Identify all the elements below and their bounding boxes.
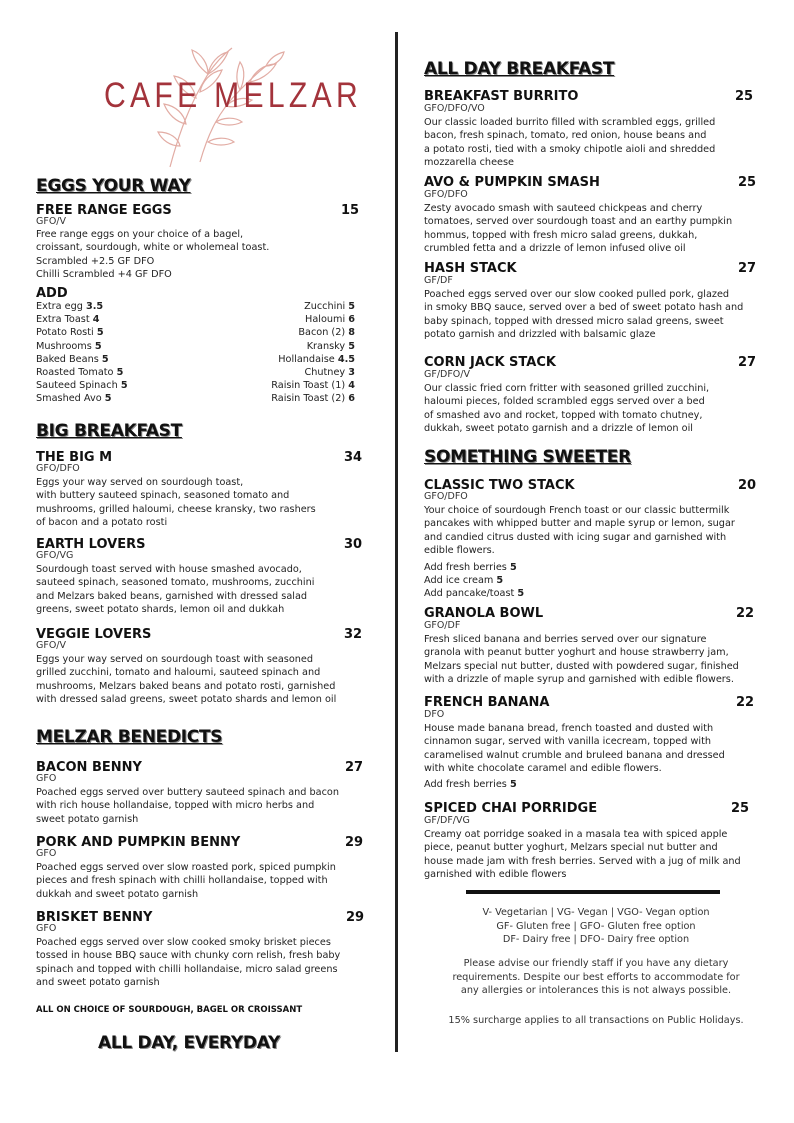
menu-item-title: BREAKFAST BURRITO bbox=[424, 89, 579, 104]
menu-item-description: Creamy oat porridge soaked in a masala tea with spiced apple piece, peanut butter yoghurt, Melzars special nut butter and house made jam with fresh berries. Served with a jug of milk and garnished with edible flowers bbox=[424, 829, 741, 880]
benedict-bread-note: ALL ON CHOICE OF SOURDOUGH, BAGEL OR CROISSANT bbox=[36, 1005, 303, 1015]
menu-item-price: 29 bbox=[346, 910, 365, 925]
column-divider bbox=[395, 32, 398, 1052]
cafe-logo bbox=[100, 42, 363, 170]
tagline: ALL DAY, EVERYDAY bbox=[98, 1033, 280, 1053]
section-heading-eggs: EGGS YOUR WAY bbox=[36, 176, 191, 196]
add-on-item: Haloumi 6 bbox=[305, 314, 355, 326]
dietary-tags: GFO/VG bbox=[36, 550, 74, 561]
add-on-item: Extra Toast 4 bbox=[36, 314, 100, 326]
dietary-tags: GF/DF/VG bbox=[424, 815, 470, 826]
add-ons-list bbox=[424, 561, 524, 601]
dietary-tags: GFO/DFO bbox=[424, 491, 468, 502]
section-heading-big-breakfast: BIG BREAKFAST bbox=[36, 421, 182, 441]
menu-item-title: VEGGIE LOVERS bbox=[36, 627, 152, 642]
menu-item-title: CORN JACK STACK bbox=[424, 355, 556, 370]
menu-item-price: 25 bbox=[731, 801, 750, 816]
add-on-item: Baked Beans 5 bbox=[36, 353, 109, 365]
add-on-item: Mushrooms 5 bbox=[36, 340, 102, 352]
add-on-item: Smashed Avo 5 bbox=[36, 393, 112, 405]
menu-item-price: 22 bbox=[736, 695, 755, 710]
menu-item-description: Eggs your way served on sourdough toast, with buttery sauteed spinach, seasoned tomato and mushrooms, grilled haloumi, cheese kransky, two rashers of bacon and a potato rosti bbox=[36, 477, 316, 528]
dietary-tags: GFO/V bbox=[36, 216, 67, 227]
menu-item-title: HASH STACK bbox=[424, 261, 517, 276]
dietary-tags: GFO/DF bbox=[424, 620, 461, 631]
add-ons-list bbox=[424, 778, 517, 791]
menu-item-title: PORK AND PUMPKIN BENNY bbox=[36, 835, 241, 850]
section-heading-all-day-breakfast: ALL DAY BREAKFAST bbox=[424, 59, 615, 79]
add-on-item: Raisin Toast (2) 6 bbox=[271, 393, 355, 405]
brand-name: CAFE MELZAR bbox=[104, 76, 363, 115]
menu-item-title: BACON BENNY bbox=[36, 760, 142, 775]
menu-item-description: Free range eggs on your choice of a bagel, croissant, sourdough, white or wholemeal toast. Scrambled +2.5 GF DFO Chilli Scrambled +4 GF DFO bbox=[36, 229, 270, 280]
dietary-advice: Please advise our friendly staff if you have any dietary requirements. Despite our best efforts to accommodate for any allergies or intolerances this is not always possible. bbox=[452, 958, 740, 997]
menu-item-price: 15 bbox=[341, 203, 360, 218]
horizontal-rule bbox=[466, 890, 720, 894]
add-on-item: Raisin Toast (1) 4 bbox=[271, 380, 355, 392]
menu-item-title: THE BIG M bbox=[36, 450, 113, 465]
dietary-tags: GFO bbox=[36, 848, 57, 859]
dietary-tags: GFO/V bbox=[36, 640, 67, 651]
dietary-tags: GFO bbox=[36, 773, 57, 784]
menu-item-description: Poached eggs served over our slow cooked pulled pork, glazed in smoky BBQ sauce, served over a bed of sweet potato hash and baby spinach, topped with dressed micro salad greens, sweet potato garnish and drizzled with balsamic glaze bbox=[424, 289, 744, 340]
menu-item-description: Poached eggs served over slow roasted pork, spiced pumpkin pieces and fresh spinach with chilli hollandaise, topped with dukkah and sweet potato garnish bbox=[36, 862, 336, 900]
menu-item-price: 32 bbox=[344, 627, 363, 642]
menu-item-description: Zesty avocado smash with sauteed chickpeas and cherry tomatoes, served over sourdough toast and an earthy pumpkin hommus, topped with fresh micro salad greens, dukkah, crumbled fetta and a drizzle of lemon infused olive oil bbox=[424, 203, 733, 254]
add-on-item: Extra egg 3.5 bbox=[36, 301, 104, 312]
menu-item-description: Our classic fried corn fritter with seasoned grilled zucchini, haloumi pieces, folded scrambled eggs served over a bed of smashed avo and rocket, topped with tomato chutney, dukkah, sweet potato garnish and a drizzle of lemon oil bbox=[424, 383, 710, 434]
add-on-item: Roasted Tomato 5 bbox=[36, 367, 124, 379]
menu-item-price: 27 bbox=[738, 261, 757, 276]
menu-item-price: 34 bbox=[344, 450, 363, 465]
menu-item-description: Fresh sliced banana and berries served over our signature granola with peanut butter yoghurt and house strawberry jam, Melzars special nut butter, dusted with powdered sugar, finished with a drizzle of maple syrup and garnished with edible flowers. bbox=[424, 634, 739, 685]
add-on-item: Add pancake/toast 5 bbox=[424, 588, 525, 600]
dietary-legend: V- Vegetarian | VG- Vegan | VGO- Vegan option GF- Gluten free | GFO- Gluten free option DF- Dairy free | DFO- Dairy free option bbox=[482, 907, 710, 946]
section-heading-something-sweeter: SOMETHING SWEETER bbox=[424, 447, 631, 467]
dietary-tags: GF/DF bbox=[424, 275, 453, 286]
menu-item-description: Eggs your way served on sourdough toast with seasoned grilled zucchini, tomato and haloumi, sauteed spinach and mushrooms, Melzars baked beans and potato rosti, garnished with dressed salad greens, sweet potato shards and lemon oil bbox=[36, 654, 337, 705]
menu-item-price: 27 bbox=[738, 355, 757, 370]
add-ons-left-list bbox=[36, 300, 128, 406]
menu-item-title: CLASSIC TWO STACK bbox=[424, 478, 575, 493]
menu-item-price: 27 bbox=[345, 760, 364, 775]
menu-item-description: Poached eggs served over buttery sauteed spinach and bacon with rich house hollandaise, topped with micro herbs and sweet potato garnish bbox=[36, 787, 339, 825]
menu-item-title: SPICED CHAI PORRIDGE bbox=[424, 801, 598, 816]
menu-item-price: 22 bbox=[736, 606, 755, 621]
menu-item-title: FREE RANGE EGGS bbox=[36, 203, 172, 218]
menu-item-title: GRANOLA BOWL bbox=[424, 606, 544, 621]
menu-item-price: 25 bbox=[735, 89, 754, 104]
add-on-item: Sauteed Spinach 5 bbox=[36, 380, 128, 392]
dietary-tags: GFO bbox=[36, 923, 57, 934]
menu-item-description: Sourdough toast served with house smashed avocado, sauteed spinach, seasoned tomato, mushrooms, zucchini and Melzars baked beans, garnished with dressed salad greens, sweet potato shards, lemon oil and dukkah bbox=[36, 564, 315, 615]
menu-item-price: 29 bbox=[345, 835, 364, 850]
add-ons-right-list bbox=[220, 300, 355, 406]
add-on-item: Add fresh berries 5 bbox=[424, 779, 517, 790]
menu-item-description: House made banana bread, french toasted and dusted with cinnamon sugar, served with vanilla icecream, topped with caramelised walnut crumble and bruleed banana and dressed with white chocolate caramel and edible flowers. bbox=[424, 723, 725, 774]
dietary-tags: GFO/DFO/VO bbox=[424, 103, 485, 114]
menu-item-price: 30 bbox=[344, 537, 363, 552]
menu-item-price: 20 bbox=[738, 478, 757, 493]
add-on-item: Zucchini 5 bbox=[304, 301, 355, 312]
add-on-item: Potato Rosti 5 bbox=[36, 327, 104, 339]
menu-item-title: FRENCH BANANA bbox=[424, 695, 550, 710]
menu-item-title: EARTH LOVERS bbox=[36, 537, 146, 552]
dietary-tags: GFO/DFO bbox=[424, 189, 468, 200]
add-on-item: Hollandaise 4.5 bbox=[278, 353, 355, 365]
holiday-surcharge-note: 15% surcharge applies to all transactions on Public Holidays. bbox=[448, 1015, 744, 1026]
section-heading-benedicts: MELZAR BENEDICTS bbox=[36, 727, 223, 747]
dietary-tags: GFO/DFO bbox=[36, 463, 80, 474]
menu-item-description: Your choice of sourdough French toast or our classic buttermilk pancakes with whipped butter and maple syrup or lemon, sugar and candied citrus dusted with icing sugar and garnished with edible flowers. bbox=[424, 505, 735, 556]
add-on-item: Add fresh berries 5 bbox=[424, 562, 517, 573]
add-on-item: Chutney 3 bbox=[304, 367, 355, 379]
add-on-item: Kransky 5 bbox=[306, 340, 355, 352]
add-on-item: Bacon (2) 8 bbox=[298, 327, 355, 339]
menu-item-description: Our classic loaded burrito filled with scrambled eggs, grilled bacon, fresh spinach, tomato, red onion, house beans and a potato rosti, tied with a smoky chipotle aioli and shredded mozzarella cheese bbox=[424, 117, 716, 168]
dietary-tags: GF/DFO/V bbox=[424, 369, 470, 380]
add-ons-title: ADD bbox=[36, 286, 68, 301]
menu-item-title: BRISKET BENNY bbox=[36, 910, 153, 925]
menu-item-title: AVO & PUMPKIN SMASH bbox=[424, 175, 600, 190]
add-on-item: Add ice cream 5 bbox=[424, 575, 504, 587]
dietary-tags: DFO bbox=[424, 709, 445, 720]
menu-item-description: Poached eggs served over slow cooked smoky brisket pieces tossed in house BBQ sauce with chunky corn relish, fresh baby spinach and topped with chilli hollandaise, micro salad greens and sweet potato garnish bbox=[36, 937, 341, 988]
menu-item-price: 25 bbox=[738, 175, 757, 190]
